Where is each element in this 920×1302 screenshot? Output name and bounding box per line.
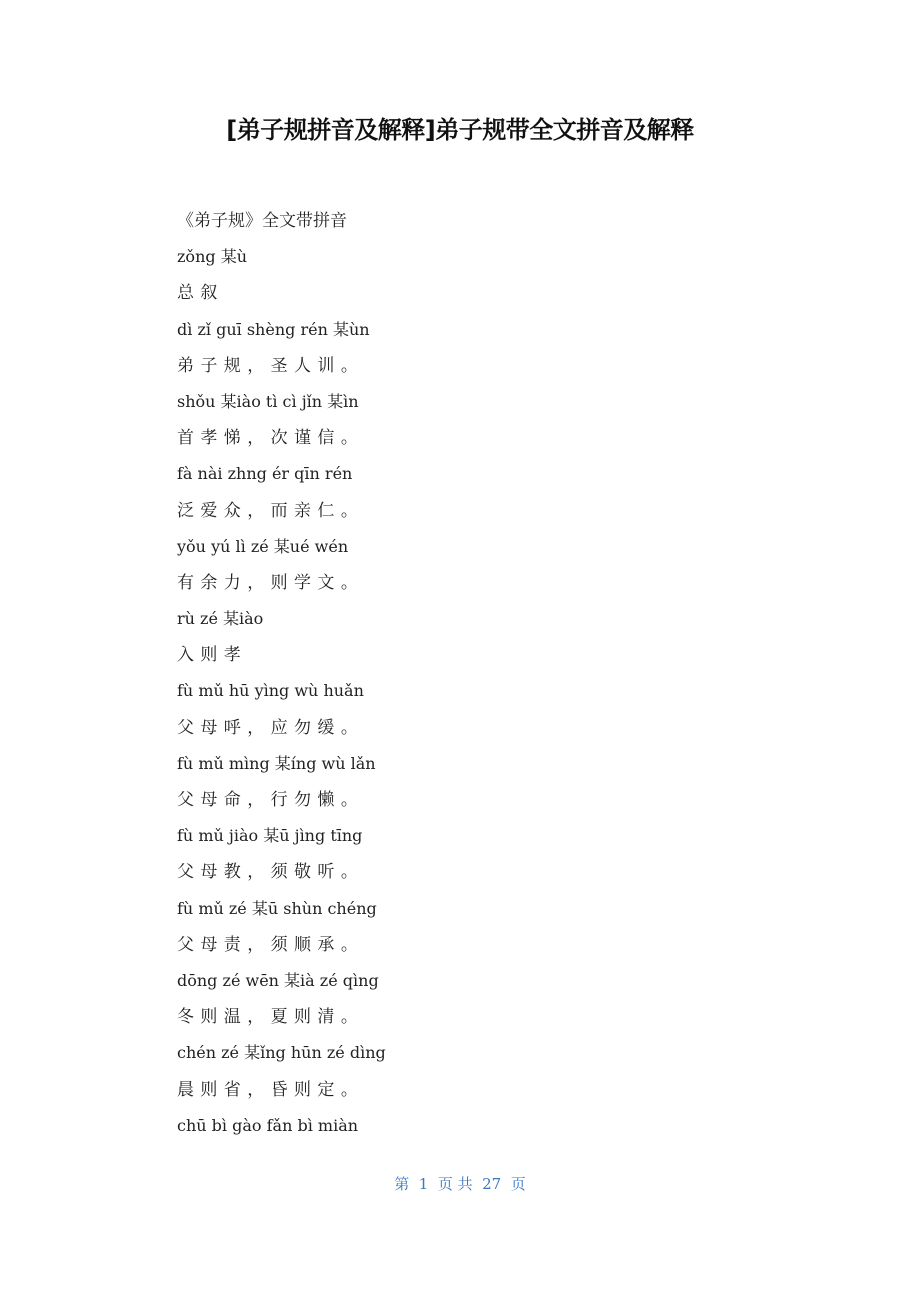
pinyin-line: chū bì gào fǎn bì miàn <box>177 1115 359 1135</box>
pinyin-line: yǒu yú lì zé 某ué wén <box>177 536 349 556</box>
page-number-footer: 第 1 页 共 27 页 <box>394 1175 526 1193</box>
hanzi-line: 弟 子 规 ， 圣 人 训 。 <box>177 355 359 376</box>
pinyin-line: dōng zé wēn 某ià zé qìng <box>177 970 379 990</box>
pinyin-line: fù mǔ zé 某ū shùn chéng <box>177 898 377 918</box>
hanzi-line: 父 母 教 ， 须 敬 听 。 <box>177 862 359 883</box>
hanzi-line: 入 则 孝 <box>177 645 242 666</box>
pinyin-line: rù zé 某iào <box>177 609 264 629</box>
hanzi-line: 父 母 命 ， 行 勿 懒 。 <box>177 790 359 810</box>
hanzi-line: 晨 则 省 ， 昏 则 定 。 <box>177 1079 359 1100</box>
pinyin-line: zǒng 某ù <box>177 247 248 267</box>
pinyin-line: shǒu 某iào tì cì jǐn 某ìn <box>177 391 359 411</box>
hanzi-line: 父 母 呼 ， 应 勿 缓 。 <box>177 717 359 738</box>
hanzi-line: 泛 爱 众 ， 而 亲 仁 。 <box>177 500 359 521</box>
pinyin-line: dì zǐ guī shèng rén 某ùn <box>177 319 370 339</box>
hanzi-line: 首 孝 悌 ， 次 谨 信 。 <box>177 428 359 449</box>
hanzi-line: 冬 则 温 ， 夏 则 清 。 <box>177 1007 359 1028</box>
text-line: 《弟子规》全文带拼音 <box>177 211 347 231</box>
hanzi-line: 父 母 责 ， 须 顺 承 。 <box>177 934 359 955</box>
pinyin-line: chén zé 某ǐng hūn zé dìng <box>177 1043 386 1063</box>
document-body <box>177 203 777 1144</box>
document-title: [弟子规拼音及解释]弟子规带全文拼音及解释 <box>226 116 694 144</box>
pinyin-line: fù mǔ jiào 某ū jìng tīng <box>177 826 363 846</box>
pinyin-line: fà nài zhng ér qīn rén <box>177 464 353 484</box>
pinyin-line: fù mǔ mìng 某íng wù lǎn <box>177 753 376 773</box>
pinyin-line: fù mǔ hū yìng wù huǎn <box>177 681 364 701</box>
hanzi-line: 总 叙 <box>177 283 218 304</box>
hanzi-line: 有 余 力 ， 则 学 文 。 <box>177 572 359 593</box>
